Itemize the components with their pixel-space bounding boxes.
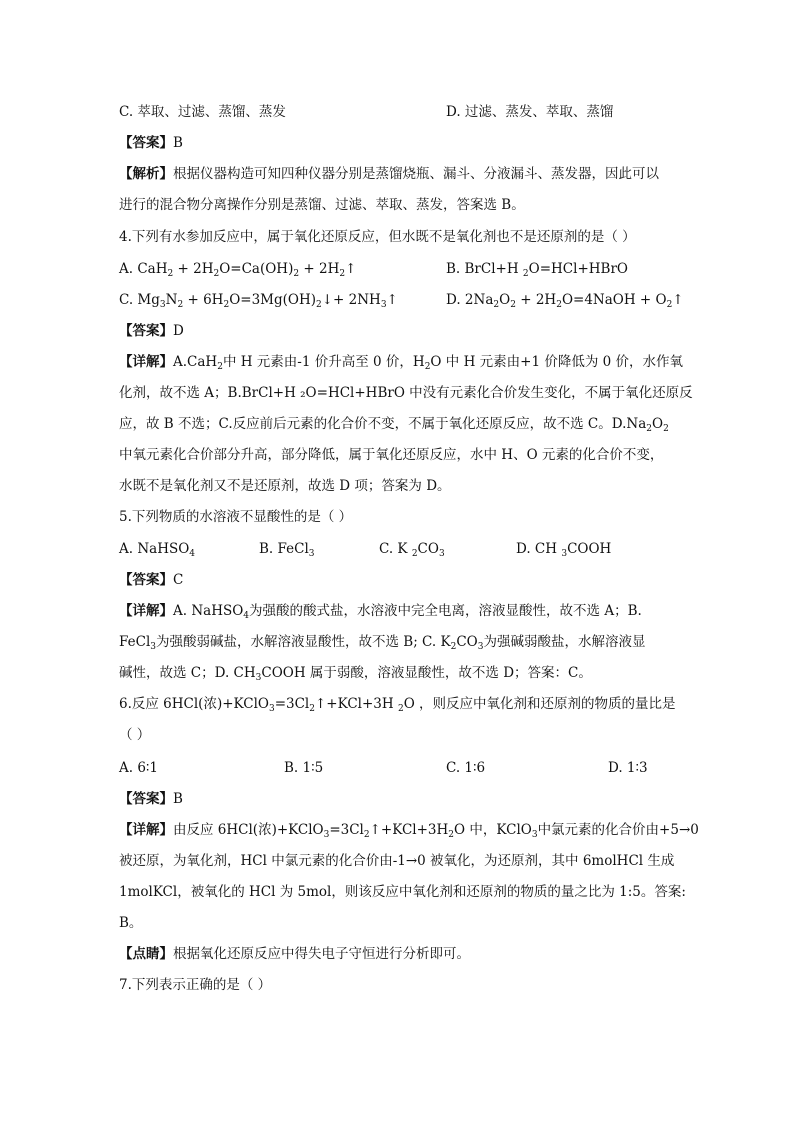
t: O=HCl+HBrO <box>528 261 628 277</box>
q6-answer <box>119 791 183 807</box>
t: =3Cl <box>329 822 364 838</box>
s: 2 <box>510 300 516 310</box>
s: 3 <box>531 830 538 840</box>
s: 3 <box>150 642 156 652</box>
t: ↑ <box>386 292 398 308</box>
t: 由反应 6HCl(浓)+KClO <box>173 822 324 838</box>
answer-value: B <box>173 791 183 807</box>
q6-detail-line-4: B。 <box>119 915 143 931</box>
q5-detail-line-2 <box>119 634 645 650</box>
s: 2 <box>493 300 500 310</box>
q5-option-a <box>119 541 195 557</box>
t: 为强酸弱碱盐，水解溶液显酸性，故不选 B; C. K <box>156 634 451 650</box>
t: D. CH <box>516 541 562 557</box>
t: O 中 H 元素由+1 价降低为 0 价，水作氧 <box>430 354 683 370</box>
answer-label: 【答案】 <box>119 135 173 151</box>
q4-option-d <box>446 292 684 308</box>
t: O=Ca(OH) <box>219 261 294 277</box>
t: ↑+KCl+3H <box>369 822 449 838</box>
q6-tip <box>119 946 470 962</box>
t: N <box>165 292 178 308</box>
q6-option-a: A. 6∶1 <box>119 760 159 776</box>
detail-label: 【详解】 <box>119 354 173 370</box>
q3-option-c: C. 萃取、过滤、蒸馏、蒸发 <box>119 104 286 120</box>
s: 3 <box>323 830 330 840</box>
q5-detail-line-1 <box>119 603 642 619</box>
q4-detail-line-4: 中氧元素化合价部分升高，部分降低，属于氧化还原反应，水中 H、O 元素的化合价不变， <box>119 447 664 463</box>
s: 2 <box>339 269 346 279</box>
q4-detail-line-3 <box>119 416 669 432</box>
q4-option-b <box>446 261 628 277</box>
s: 3 <box>477 642 484 652</box>
detail-label: 【详解】 <box>119 822 173 838</box>
t: O <box>652 416 664 432</box>
s: 2 <box>309 704 315 714</box>
q4-answer <box>119 323 184 339</box>
t: A. NaHSO <box>173 603 244 619</box>
t: ↓+ 2NH <box>321 292 381 308</box>
s: 3 <box>255 673 262 683</box>
t: D. 2Na <box>446 292 494 308</box>
t: 中 H 元素由-1 价升高至 0 价，H <box>222 354 425 370</box>
answer-label: 【答案】 <box>119 323 173 339</box>
t: 为强酸的酸式盐，水溶液中完全电离，溶液显酸性，故不选 A；B. <box>249 603 642 619</box>
t: COOH 属于弱酸，溶液显酸性，故不选 D；答案：C。 <box>261 665 592 681</box>
q5-option-d <box>516 541 611 557</box>
s: 2 <box>217 362 223 372</box>
q5-option-c <box>379 541 445 557</box>
t: + 2H <box>299 261 340 277</box>
t: FeCl <box>119 634 151 650</box>
t: O <box>499 292 511 308</box>
q6-option-b: B. 1∶5 <box>284 760 324 776</box>
s: 2 <box>663 424 669 434</box>
tip-text: 根据氧化还原反应中得失电子守恒进行分析即可。 <box>173 946 470 962</box>
t: 为强碱弱酸盐，水解溶液显 <box>483 634 646 650</box>
s: 2 <box>363 830 370 840</box>
q5-answer <box>119 572 183 588</box>
t: CO <box>417 541 439 557</box>
s: 2 <box>424 362 431 372</box>
q6-option-c: C. 1∶6 <box>446 760 486 776</box>
q5-option-b <box>259 541 315 557</box>
t: C. Mg <box>119 292 160 308</box>
t: A. NaHSO <box>119 541 190 557</box>
analysis-label: 【解析】 <box>119 166 173 182</box>
analysis-text: 根据仪器构造可知四种仪器分别是蒸馏烧瓶、漏斗、分液漏斗、蒸发器，因此可以 <box>173 166 659 182</box>
t: 应，故 B 不选；C.反应前后元素的化合价不变，不属于氧化还原反应，故不选 C。D.Na <box>119 416 647 432</box>
t: COOH <box>567 541 612 557</box>
s: 3 <box>308 549 315 559</box>
t: ↑ <box>345 261 357 277</box>
t: + 2H <box>173 261 214 277</box>
s: 3 <box>159 300 166 310</box>
q4-detail-line-5: 水既不是氧化剂又不是还原剂，故选 D 项；答案为 D。 <box>119 478 451 494</box>
detail-label: 【详解】 <box>119 603 173 619</box>
q3-option-d: D. 过滤、蒸发、萃取、蒸馏 <box>446 104 614 120</box>
t: CO <box>456 634 478 650</box>
t: A.CaH <box>173 354 218 370</box>
s: 2 <box>177 300 184 310</box>
s: 2 <box>666 300 673 310</box>
s: 3 <box>380 300 387 310</box>
t: 碱性，故选 C；D. CH <box>119 665 256 681</box>
answer-label: 【答案】 <box>119 572 173 588</box>
t: O=3Mg(OH) <box>229 292 316 308</box>
q4-detail-line-2: 化剂，故不选 A；B.BrCl+H ₂O=HCl+HBrO 中没有元素化合价发生变化，不属于氧化还原反 <box>119 385 693 401</box>
s: 2 <box>448 830 455 840</box>
t: O ，则反应中氧化剂和还原剂的物质的量比是 <box>403 696 676 712</box>
q4-option-c <box>119 292 398 308</box>
t: B. FeCl <box>259 541 309 557</box>
t: 中氯元素的化合价由+5→0 <box>537 822 699 838</box>
q3-analysis-line-1 <box>119 166 659 182</box>
q3-answer <box>119 135 183 151</box>
s: 2 <box>411 549 418 559</box>
s: 2 <box>646 424 652 434</box>
s: 3 <box>268 704 275 714</box>
q7-stem: 7.下列表示正确的是（ ） <box>119 977 272 993</box>
answer-value: B <box>173 135 183 151</box>
t: O=4NaOH + O <box>561 292 667 308</box>
q4-option-a <box>119 261 356 277</box>
q6-option-d: D. 1∶3 <box>608 760 648 776</box>
s: 2 <box>167 269 174 279</box>
s: 3 <box>438 549 445 559</box>
q5-detail-line-3 <box>119 665 592 681</box>
s: 2 <box>223 300 230 310</box>
answer-value: D <box>173 323 184 339</box>
s: 3 <box>561 549 568 559</box>
q4-stem: 4.下列有水参加反应中，属于氧化还原反应，但水既不是氧化剂也不是还原剂的是（ ） <box>119 229 636 245</box>
s: 2 <box>556 300 562 310</box>
s: 4 <box>189 549 196 559</box>
s: 2 <box>293 269 300 279</box>
t: C. K <box>379 541 412 557</box>
tip-label: 【点睛】 <box>119 946 173 962</box>
t: =3Cl <box>274 696 310 712</box>
t: + 6H <box>183 292 224 308</box>
answer-value: C <box>173 572 184 588</box>
q6-detail-line-1 <box>119 822 699 838</box>
s: 2 <box>522 269 529 279</box>
q6-detail-line-3: 1molKCl，被氧化的 HCl 为 5mol，则该反应中氧化剂和还原剂的物质的量之比为 1:5。答案: <box>119 884 686 900</box>
q6-detail-line-2: 被还原，为氧化剂，HCl 中氯元素的化合价由-1→0 被氧化，为还原剂，其中 6molHCl 生成 <box>119 853 675 869</box>
s: 2 <box>213 269 220 279</box>
t: + 2H <box>515 292 557 308</box>
t: O 中，KClO <box>454 822 532 838</box>
t: ↑ <box>672 292 684 308</box>
t: ↑+KCl+3H <box>315 696 398 712</box>
t: A. CaH <box>119 261 168 277</box>
s: 2 <box>397 704 404 714</box>
s: 2 <box>450 642 457 652</box>
t: B. BrCl+H <box>446 261 523 277</box>
q5-stem: 5.下列物质的水溶液不显酸性的是（ ） <box>119 509 353 525</box>
q6-stem-bracket: （ ） <box>119 727 151 743</box>
s: 2 <box>316 300 322 310</box>
t: 6.反应 6HCl(浓)+KClO <box>119 696 269 712</box>
answer-label: 【答案】 <box>119 791 173 807</box>
q4-detail-line-1 <box>119 354 683 370</box>
q6-stem <box>119 696 676 712</box>
s: 4 <box>243 611 250 621</box>
q3-analysis-line-2: 进行的混合物分离操作分别是蒸馏、过滤、萃取、蒸发，答案选 B。 <box>119 197 525 213</box>
